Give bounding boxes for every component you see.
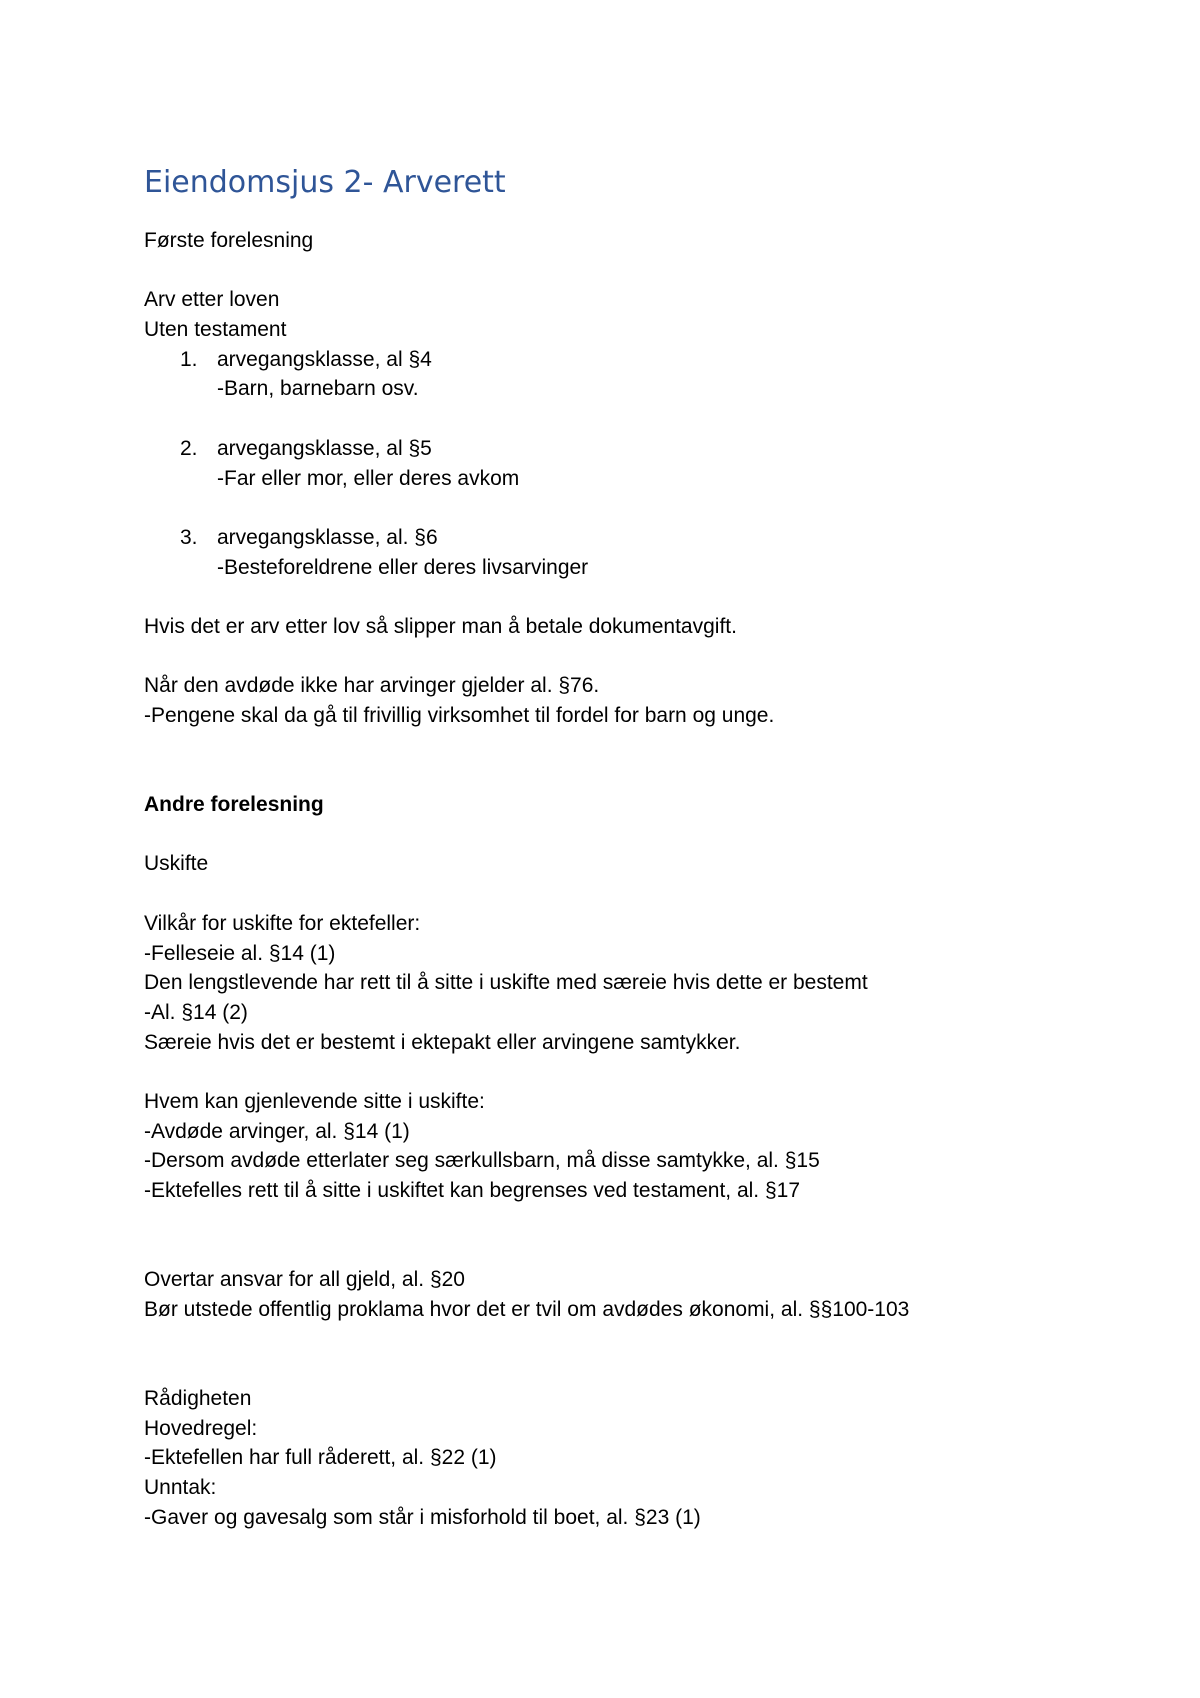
list-item-text: arvegangsklasse, al §4 — [217, 347, 432, 371]
blank-line — [144, 404, 1124, 434]
list-number: 1. — [180, 347, 198, 371]
blank-line — [144, 731, 1124, 790]
paragraph-line: Overtar ansvar for all gjeld, al. §20 — [144, 1268, 465, 1292]
paragraph-line: Rådigheten — [144, 1386, 252, 1410]
list-item-sub: -Barn, barnebarn osv. — [217, 377, 419, 401]
blank-line — [144, 1206, 1124, 1265]
paragraph-line: -Avdøde arvinger, al. §14 (1) — [144, 1119, 410, 1143]
paragraph-line: Unntak: — [144, 1475, 217, 1499]
paragraph-line: -Dersom avdøde etterlater seg særkullsbarn, må disse samtykke, al. §15 — [144, 1149, 820, 1173]
list-number: 2. — [180, 436, 198, 460]
paragraph-line: Særeie hvis det er bestemt i ektepakt eller arvingene samtykker. — [144, 1030, 741, 1054]
list-item-text: arvegangsklasse, al. §6 — [217, 525, 438, 549]
list-number: 3. — [180, 525, 198, 549]
blank-line — [144, 493, 1124, 523]
paragraph-line: -Al. §14 (2) — [144, 1000, 248, 1024]
blank-line — [144, 1324, 1124, 1383]
list-item — [144, 345, 1124, 375]
blank-line — [144, 642, 1124, 672]
paragraph-line: -Pengene skal da gå til frivillig virksomhet til fordel for barn og unge. — [144, 704, 775, 727]
document-title: Eiendomsjus 2- Arverett — [144, 165, 506, 200]
blank-line — [144, 879, 1124, 909]
paragraph-line: Hovedregel: — [144, 1416, 258, 1440]
paragraph-line: Vilkår for uskifte for ektefeller: — [144, 911, 421, 935]
document-page — [144, 160, 1124, 1532]
paragraph-line: -Felleseie al. §14 (1) — [144, 941, 336, 965]
blank-line — [144, 1057, 1124, 1087]
list-item-sub: -Far eller mor, eller deres avkom — [217, 466, 520, 490]
paragraph-line: Uskifte — [144, 852, 209, 876]
list-item-text: arvegangsklasse, al §5 — [217, 436, 432, 460]
blank-line — [144, 256, 1124, 286]
paragraph-line: Hvis det er arv etter lov så slipper man å betale dokumentavgift. — [144, 614, 737, 638]
paragraph-line: Uten testament — [144, 318, 287, 342]
blank-line — [144, 820, 1124, 850]
paragraph-line: Bør utstede offentlig proklama hvor det er tvil om avdødes økonomi, al. §§100-103 — [144, 1297, 910, 1321]
blank-line — [144, 582, 1124, 612]
paragraph-line: Den lengstlevende har rett til å sitte i uskifte med særeie hvis dette er bestemt — [144, 971, 868, 995]
paragraph-line: -Ektefelles rett til å sitte i uskiftet kan begrenses ved testament, al. §17 — [144, 1179, 800, 1203]
list-item — [144, 434, 1124, 464]
paragraph-line: Når den avdøde ikke har arvinger gjelder al. §76. — [144, 674, 600, 698]
paragraph-line: Arv etter loven — [144, 288, 280, 312]
paragraph-line: -Ektefellen har full råderett, al. §22 (1) — [144, 1446, 497, 1470]
paragraph-line: -Gaver og gavesalg som står i misforhold til boet, al. §23 (1) — [144, 1505, 701, 1529]
section-heading-second-lecture: Andre forelesning — [144, 793, 324, 817]
paragraph-line: Hvem kan gjenlevende sitte i uskifte: — [144, 1089, 485, 1113]
list-item-sub: -Besteforeldrene eller deres livsarvinger — [217, 555, 589, 579]
section-heading-first-lecture: Første forelesning — [144, 229, 314, 252]
list-item — [144, 523, 1124, 553]
